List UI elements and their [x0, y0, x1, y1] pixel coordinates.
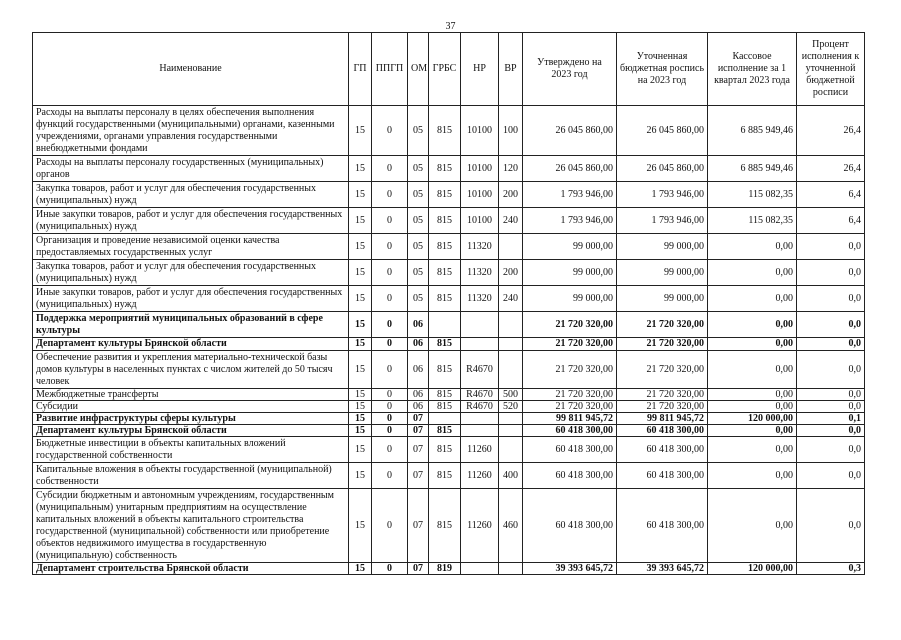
cell-om: 06 [408, 338, 429, 351]
header-name: Наименование [33, 33, 349, 106]
cell-nr: 11260 [461, 489, 499, 563]
cell-grbs: 815 [429, 156, 461, 182]
cell-ppgp: 0 [372, 312, 408, 338]
table-row [33, 106, 865, 156]
budget-table [32, 32, 865, 575]
header-refined: Уточненная бюджетная роспись на 2023 год [617, 33, 708, 106]
cell-om: 06 [408, 351, 429, 389]
table-row [33, 312, 865, 338]
cell-gp: 15 [349, 338, 372, 351]
cell-ppgp: 0 [372, 351, 408, 389]
header-approved: Утверждено на 2023 год [523, 33, 617, 106]
cell-approved: 26 045 860,00 [523, 156, 617, 182]
cell-grbs: 815 [429, 260, 461, 286]
cell-gp: 15 [349, 401, 372, 413]
cell-grbs: 819 [429, 563, 461, 575]
cell-vr [499, 351, 523, 389]
cell-refined: 21 720 320,00 [617, 351, 708, 389]
cell-grbs: 815 [429, 401, 461, 413]
cell-nr: 11320 [461, 234, 499, 260]
cell-vr: 240 [499, 208, 523, 234]
cell-gp: 15 [349, 208, 372, 234]
cell-ppgp: 0 [372, 286, 408, 312]
cell-grbs: 815 [429, 437, 461, 463]
cell-refined: 1 793 946,00 [617, 208, 708, 234]
cell-refined: 21 720 320,00 [617, 389, 708, 401]
cell-nr: R4670 [461, 401, 499, 413]
cell-om: 06 [408, 389, 429, 401]
cell-name: Расходы на выплаты персоналу в целях обеспечения выполнения функций государственными (муниципальными) органами, казенными учреждениями, органами управления государственными внебюджетными фондами [33, 106, 349, 156]
cell-gp: 15 [349, 312, 372, 338]
cell-gp: 15 [349, 563, 372, 575]
cell-ppgp: 0 [372, 413, 408, 425]
cell-gp: 15 [349, 351, 372, 389]
cell-om: 05 [408, 106, 429, 156]
cell-refined: 99 811 945,72 [617, 413, 708, 425]
cell-name: Поддержка мероприятий муниципальных образований в сфере культуры [33, 312, 349, 338]
cell-om: 07 [408, 563, 429, 575]
cell-ppgp: 0 [372, 563, 408, 575]
cell-approved: 1 793 946,00 [523, 208, 617, 234]
cell-refined: 60 418 300,00 [617, 425, 708, 437]
page-number: 37 [445, 21, 456, 32]
cell-name: Субсидии [33, 401, 349, 413]
cell-name: Закупка товаров, работ и услуг для обеспечения государственных (муниципальных) нужд [33, 260, 349, 286]
cell-nr: 10100 [461, 182, 499, 208]
cell-vr: 100 [499, 106, 523, 156]
cell-nr: R4670 [461, 389, 499, 401]
cell-percent: 26,4 [797, 156, 865, 182]
cell-refined: 99 000,00 [617, 260, 708, 286]
cell-vr: 520 [499, 401, 523, 413]
cell-approved: 99 811 945,72 [523, 413, 617, 425]
cell-refined: 99 000,00 [617, 234, 708, 260]
cell-name: Бюджетные инвестиции в объекты капитальных вложений государственной собственности [33, 437, 349, 463]
cell-approved: 21 720 320,00 [523, 351, 617, 389]
cell-percent: 6,4 [797, 182, 865, 208]
cell-gp: 15 [349, 260, 372, 286]
table-row [33, 489, 865, 563]
cell-nr: 11260 [461, 437, 499, 463]
cell-om: 06 [408, 312, 429, 338]
cell-grbs [429, 312, 461, 338]
cell-percent: 0,0 [797, 351, 865, 389]
table-row [33, 401, 865, 413]
cell-cash: 0,00 [708, 437, 797, 463]
cell-cash: 0,00 [708, 234, 797, 260]
cell-percent: 26,4 [797, 106, 865, 156]
cell-nr: 10100 [461, 156, 499, 182]
cell-vr: 460 [499, 489, 523, 563]
table-row [33, 286, 865, 312]
cell-gp: 15 [349, 437, 372, 463]
cell-grbs: 815 [429, 106, 461, 156]
cell-percent: 6,4 [797, 208, 865, 234]
cell-cash: 120 000,00 [708, 563, 797, 575]
cell-cash: 0,00 [708, 312, 797, 338]
cell-gp: 15 [349, 389, 372, 401]
cell-vr [499, 234, 523, 260]
cell-grbs: 815 [429, 286, 461, 312]
cell-grbs: 815 [429, 208, 461, 234]
cell-ppgp: 0 [372, 463, 408, 489]
cell-grbs: 815 [429, 182, 461, 208]
cell-vr: 120 [499, 156, 523, 182]
cell-vr [499, 413, 523, 425]
cell-percent: 0,3 [797, 563, 865, 575]
cell-gp: 15 [349, 234, 372, 260]
header-gp: ГП [349, 33, 372, 106]
cell-refined: 60 418 300,00 [617, 437, 708, 463]
cell-ppgp: 0 [372, 260, 408, 286]
cell-cash: 0,00 [708, 389, 797, 401]
cell-cash: 115 082,35 [708, 208, 797, 234]
cell-om: 07 [408, 437, 429, 463]
cell-gp: 15 [349, 286, 372, 312]
table-row [33, 351, 865, 389]
cell-approved: 60 418 300,00 [523, 489, 617, 563]
cell-refined: 21 720 320,00 [617, 338, 708, 351]
cell-gp: 15 [349, 489, 372, 563]
cell-approved: 21 720 320,00 [523, 312, 617, 338]
cell-om: 05 [408, 234, 429, 260]
cell-approved: 39 393 645,72 [523, 563, 617, 575]
cell-refined: 60 418 300,00 [617, 489, 708, 563]
cell-vr: 240 [499, 286, 523, 312]
cell-om: 07 [408, 463, 429, 489]
cell-vr [499, 425, 523, 437]
cell-nr: 10100 [461, 208, 499, 234]
cell-name: Департамент строительства Брянской области [33, 563, 349, 575]
cell-name: Департамент культуры Брянской области [33, 425, 349, 437]
cell-nr [461, 425, 499, 437]
cell-ppgp: 0 [372, 234, 408, 260]
cell-percent: 0,0 [797, 389, 865, 401]
cell-cash: 120 000,00 [708, 413, 797, 425]
cell-refined: 26 045 860,00 [617, 156, 708, 182]
cell-approved: 21 720 320,00 [523, 401, 617, 413]
cell-name: Развитие инфраструктуры сферы культуры [33, 413, 349, 425]
cell-nr: 11260 [461, 463, 499, 489]
cell-name: Межбюджетные трансферты [33, 389, 349, 401]
cell-cash: 6 885 949,46 [708, 156, 797, 182]
table-body [33, 106, 865, 575]
cell-percent: 0,0 [797, 489, 865, 563]
cell-om: 05 [408, 286, 429, 312]
cell-grbs: 815 [429, 425, 461, 437]
cell-cash: 115 082,35 [708, 182, 797, 208]
header-nr: НР [461, 33, 499, 106]
cell-gp: 15 [349, 413, 372, 425]
cell-ppgp: 0 [372, 437, 408, 463]
cell-om: 05 [408, 208, 429, 234]
cell-grbs [429, 413, 461, 425]
header-cash: Кассовое исполнение за 1 квартал 2023 года [708, 33, 797, 106]
cell-ppgp: 0 [372, 401, 408, 413]
cell-cash: 0,00 [708, 286, 797, 312]
cell-om: 05 [408, 260, 429, 286]
table-row [33, 563, 865, 575]
cell-gp: 15 [349, 425, 372, 437]
cell-om: 06 [408, 401, 429, 413]
cell-grbs: 815 [429, 389, 461, 401]
cell-vr: 200 [499, 260, 523, 286]
cell-name: Обеспечение развития и укрепления материально-технической базы домов культуры в населенных пунктах с числом жителей до 50 тысяч человек [33, 351, 349, 389]
cell-cash: 0,00 [708, 489, 797, 563]
cell-percent: 0,0 [797, 234, 865, 260]
cell-cash: 0,00 [708, 425, 797, 437]
cell-approved: 60 418 300,00 [523, 425, 617, 437]
cell-approved: 99 000,00 [523, 234, 617, 260]
cell-vr: 200 [499, 182, 523, 208]
cell-ppgp: 0 [372, 106, 408, 156]
cell-refined: 1 793 946,00 [617, 182, 708, 208]
cell-nr [461, 312, 499, 338]
cell-name: Капитальные вложения в объекты государственной (муниципальной) собственности [33, 463, 349, 489]
cell-refined: 39 393 645,72 [617, 563, 708, 575]
table-row [33, 260, 865, 286]
cell-cash: 0,00 [708, 463, 797, 489]
cell-cash: 0,00 [708, 260, 797, 286]
cell-approved: 21 720 320,00 [523, 338, 617, 351]
cell-gp: 15 [349, 463, 372, 489]
cell-approved: 1 793 946,00 [523, 182, 617, 208]
cell-vr: 400 [499, 463, 523, 489]
cell-name: Субсидии бюджетным и автономным учреждениям, государственным (муниципальным) унитарным предприятиям на осуществление капитальных вложений в объекты капитального строительства государственной (муниципальной) собственности или приобретение объектов недвижимого имущества в государственную (муниципальную) собственность [33, 489, 349, 563]
cell-refined: 99 000,00 [617, 286, 708, 312]
cell-ppgp: 0 [372, 489, 408, 563]
cell-om: 07 [408, 425, 429, 437]
cell-om: 05 [408, 156, 429, 182]
table-row [33, 208, 865, 234]
cell-om: 07 [408, 489, 429, 563]
cell-ppgp: 0 [372, 425, 408, 437]
cell-om: 07 [408, 413, 429, 425]
header-row [33, 33, 865, 106]
table-row [33, 156, 865, 182]
cell-percent: 0,0 [797, 437, 865, 463]
cell-grbs: 815 [429, 489, 461, 563]
cell-cash: 0,00 [708, 401, 797, 413]
cell-percent: 0,0 [797, 401, 865, 413]
cell-nr: R4670 [461, 351, 499, 389]
cell-grbs: 815 [429, 351, 461, 389]
cell-gp: 15 [349, 106, 372, 156]
cell-percent: 0,1 [797, 413, 865, 425]
cell-ppgp: 0 [372, 156, 408, 182]
cell-approved: 21 720 320,00 [523, 389, 617, 401]
cell-nr: 10100 [461, 106, 499, 156]
cell-approved: 26 045 860,00 [523, 106, 617, 156]
header-percent: Процент исполнения к уточненной бюджетной росписи [797, 33, 865, 106]
cell-name: Иные закупки товаров, работ и услуг для обеспечения государственных (муниципальных) нужд [33, 208, 349, 234]
table-row [33, 425, 865, 437]
cell-ppgp: 0 [372, 338, 408, 351]
cell-approved: 99 000,00 [523, 260, 617, 286]
table-row [33, 437, 865, 463]
cell-refined: 26 045 860,00 [617, 106, 708, 156]
cell-nr [461, 413, 499, 425]
cell-nr [461, 338, 499, 351]
table-row [33, 463, 865, 489]
cell-gp: 15 [349, 182, 372, 208]
cell-refined: 21 720 320,00 [617, 312, 708, 338]
cell-percent: 0,0 [797, 260, 865, 286]
cell-gp: 15 [349, 156, 372, 182]
cell-percent: 0,0 [797, 286, 865, 312]
cell-percent: 0,0 [797, 463, 865, 489]
cell-grbs: 815 [429, 234, 461, 260]
cell-grbs: 815 [429, 338, 461, 351]
cell-percent: 0,0 [797, 425, 865, 437]
cell-refined: 60 418 300,00 [617, 463, 708, 489]
header-grbs: ГРБС [429, 33, 461, 106]
header-vr: ВР [499, 33, 523, 106]
cell-vr: 500 [499, 389, 523, 401]
cell-vr [499, 563, 523, 575]
cell-nr: 11320 [461, 260, 499, 286]
cell-approved: 60 418 300,00 [523, 463, 617, 489]
table-row [33, 413, 865, 425]
cell-vr [499, 312, 523, 338]
cell-cash: 6 885 949,46 [708, 106, 797, 156]
header-om: ОМ [408, 33, 429, 106]
table-row [33, 389, 865, 401]
cell-vr [499, 437, 523, 463]
cell-nr: 11320 [461, 286, 499, 312]
cell-percent: 0,0 [797, 338, 865, 351]
table-row [33, 338, 865, 351]
cell-name: Организация и проведение независимой оценки качества предоставляемых государственных услуг [33, 234, 349, 260]
cell-name: Департамент культуры Брянской области [33, 338, 349, 351]
cell-refined: 21 720 320,00 [617, 401, 708, 413]
cell-name: Закупка товаров, работ и услуг для обеспечения государственных (муниципальных) нужд [33, 182, 349, 208]
cell-grbs: 815 [429, 463, 461, 489]
cell-percent: 0,0 [797, 312, 865, 338]
table-row [33, 182, 865, 208]
cell-approved: 99 000,00 [523, 286, 617, 312]
cell-ppgp: 0 [372, 208, 408, 234]
cell-nr [461, 563, 499, 575]
table-row [33, 234, 865, 260]
cell-name: Иные закупки товаров, работ и услуг для обеспечения государственных (муниципальных) нужд [33, 286, 349, 312]
cell-cash: 0,00 [708, 351, 797, 389]
cell-cash: 0,00 [708, 338, 797, 351]
cell-approved: 60 418 300,00 [523, 437, 617, 463]
cell-ppgp: 0 [372, 389, 408, 401]
cell-om: 05 [408, 182, 429, 208]
cell-name: Расходы на выплаты персоналу государственных (муниципальных) органов [33, 156, 349, 182]
cell-vr [499, 338, 523, 351]
cell-ppgp: 0 [372, 182, 408, 208]
header-ppgp: ППГП [372, 33, 408, 106]
